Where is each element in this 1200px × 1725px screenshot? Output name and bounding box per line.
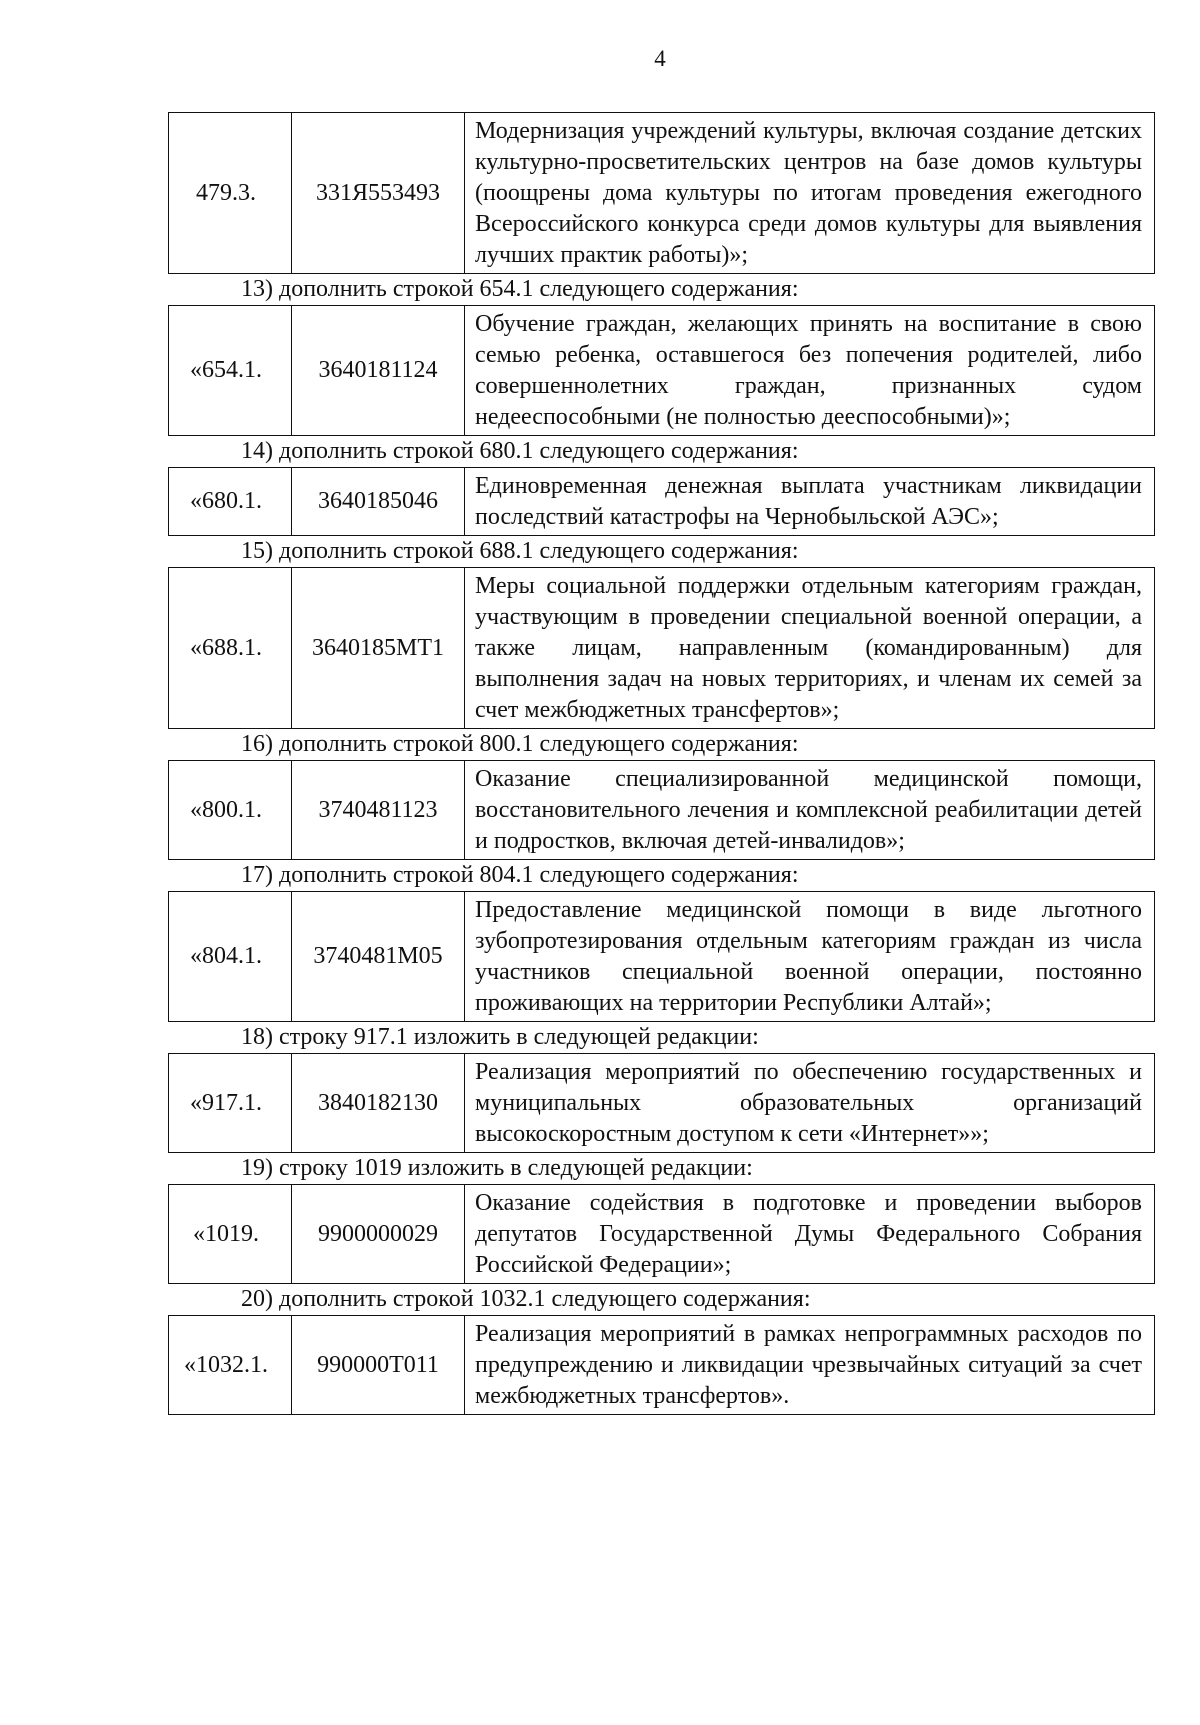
row-description: Реализация мероприятий по обеспечению государственных и муниципальных образовательных организаций высокоскоростным доступом к сети «Интернет»»; xyxy=(465,1054,1155,1153)
table-row-block xyxy=(168,112,1155,274)
table-row-block xyxy=(168,760,1155,860)
row-code: 3740481123 xyxy=(292,761,465,860)
page-number: 4 xyxy=(654,46,666,71)
table-row-block xyxy=(168,567,1155,729)
row-number: «917.1. xyxy=(169,1054,292,1153)
row-number: «680.1. xyxy=(169,468,292,536)
amendment-instruction: 13) дополнить строкой 654.1 следующего содержания: xyxy=(241,276,799,302)
row-code: 3840182130 xyxy=(292,1054,465,1153)
row-number: 479.3. xyxy=(169,113,292,274)
row-description: Обучение граждан, желающих принять на воспитание в свою семью ребенка, оставшегося без попечения родителей, либо совершеннолетних граждан, признанных судом недееспособными (не полностью дееспособными)»; xyxy=(465,306,1155,436)
row-number: «1032.1. xyxy=(169,1316,292,1415)
row-description: Предоставление медицинской помощи в виде льготного зубопротезирования отдельным категориям граждан из числа участников специальной военной операции, постоянно проживающих на территории Республики Алтай»; xyxy=(465,892,1155,1022)
row-description: Оказание специализированной медицинской помощи, восстановительного лечения и комплексной реабилитации детей и подростков, включая детей-инвалидов»; xyxy=(465,761,1155,860)
table-row-block xyxy=(168,1315,1155,1415)
table-row xyxy=(169,892,1155,1022)
row-number: «1019. xyxy=(169,1185,292,1284)
amendment-instruction: 19) строку 1019 изложить в следующей редакции: xyxy=(241,1155,753,1181)
table-row xyxy=(169,1316,1155,1415)
table-row xyxy=(169,568,1155,729)
table-row xyxy=(169,1054,1155,1153)
table-row-block xyxy=(168,467,1155,536)
row-number: «654.1. xyxy=(169,306,292,436)
amendment-instruction: 18) строку 917.1 изложить в следующей редакции: xyxy=(241,1024,759,1050)
row-description: Реализация мероприятий в рамках непрограммных расходов по предупреждению и ликвидации чрезвычайных ситуаций за счет межбюджетных трансфертов». xyxy=(465,1316,1155,1415)
row-code: 331Я553493 xyxy=(292,113,465,274)
table-row-block xyxy=(168,305,1155,436)
amendment-instruction: 16) дополнить строкой 800.1 следующего содержания: xyxy=(241,731,799,757)
amendment-instruction: 17) дополнить строкой 804.1 следующего содержания: xyxy=(241,862,799,888)
row-code: 990000Т011 xyxy=(292,1316,465,1415)
row-code: 3640185046 xyxy=(292,468,465,536)
table-row xyxy=(169,113,1155,274)
amendment-instruction: 15) дополнить строкой 688.1 следующего содержания: xyxy=(241,538,799,564)
row-code: 3640181124 xyxy=(292,306,465,436)
row-code: 3640185МТ1 xyxy=(292,568,465,729)
table-row xyxy=(169,1185,1155,1284)
row-description: Оказание содействия в подготовке и проведении выборов депутатов Государственной Думы Федерального Собрания Российской Федерации»; xyxy=(465,1185,1155,1284)
row-number: «800.1. xyxy=(169,761,292,860)
table-row-block xyxy=(168,1184,1155,1284)
amendment-instruction: 14) дополнить строкой 680.1 следующего содержания: xyxy=(241,438,799,464)
table-row xyxy=(169,761,1155,860)
table-row-block xyxy=(168,891,1155,1022)
amendment-instruction: 20) дополнить строкой 1032.1 следующего содержания: xyxy=(241,1286,811,1312)
row-code: 9900000029 xyxy=(292,1185,465,1284)
table-row xyxy=(169,306,1155,436)
row-number: «804.1. xyxy=(169,892,292,1022)
row-description: Единовременная денежная выплата участникам ликвидации последствий катастрофы на Чернобыльской АЭС»; xyxy=(465,468,1155,536)
row-code: 3740481М05 xyxy=(292,892,465,1022)
row-description: Модернизация учреждений культуры, включая создание детских культурно-просветительских центров на базе домов культуры (поощрены дома культуры по итогам проведения ежегодного Всероссийского конкурса среди домов культуры для выявления лучших практик работы)»; xyxy=(465,113,1155,274)
table-row xyxy=(169,468,1155,536)
table-row-block xyxy=(168,1053,1155,1153)
row-description: Меры социальной поддержки отдельным категориям граждан, участвующим в проведении специальной военной операции, а также лицам, направленным (командированным) для выполнения задач на новых территориях, и членам их семей за счет межбюджетных трансфертов»; xyxy=(465,568,1155,729)
document-body xyxy=(168,112,1155,1415)
row-number: «688.1. xyxy=(169,568,292,729)
